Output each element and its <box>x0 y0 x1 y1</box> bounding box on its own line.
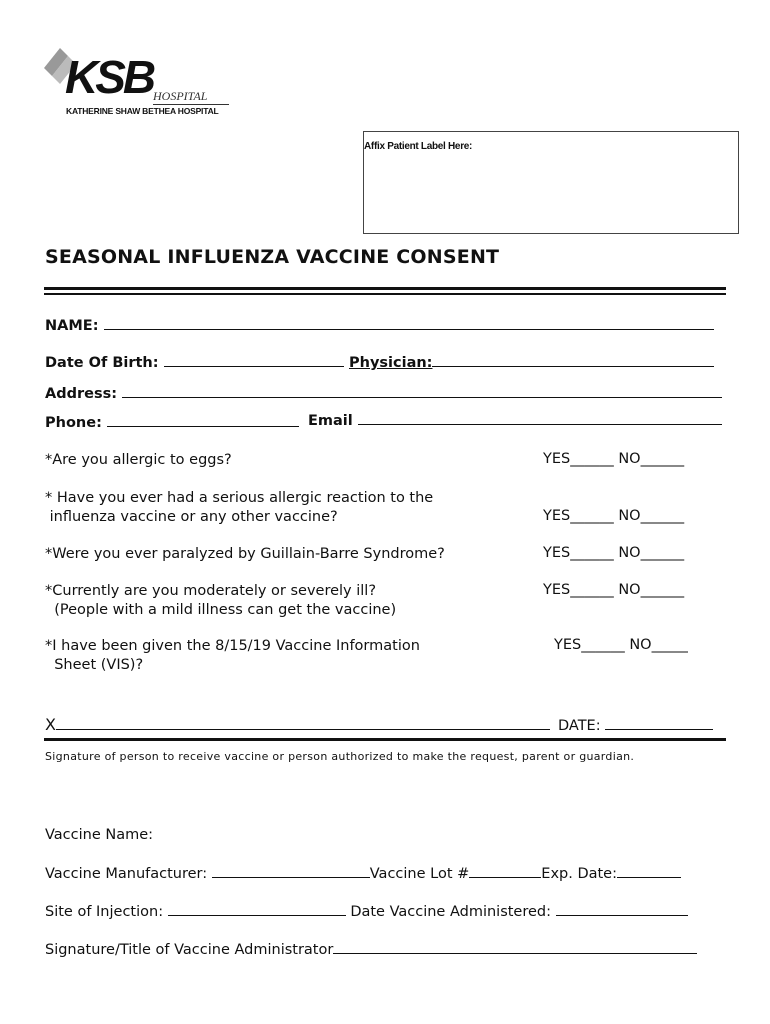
dob-label: Date Of Birth: <box>45 355 159 371</box>
phone-input-line[interactable] <box>107 414 299 427</box>
answer-vis[interactable]: YES______ NO_____ <box>554 637 688 653</box>
date-admin-input-line[interactable] <box>556 903 688 916</box>
admin-signature-label: Signature/Title of Vaccine Administrator <box>45 942 334 958</box>
answer-eggs[interactable]: YES______ NO______ <box>543 451 685 467</box>
admin-signature-input-line[interactable] <box>333 941 697 954</box>
site-input-line[interactable] <box>168 903 346 916</box>
patient-label-box <box>363 131 739 234</box>
patient-label-text: Affix Patient Label Here: <box>364 141 473 152</box>
hospital-logo <box>40 44 240 120</box>
date-label: DATE: <box>558 718 601 734</box>
signature-input-line[interactable] <box>56 715 550 730</box>
question-eggs <box>45 451 232 470</box>
question-text: *Are you allergic to eggs? <box>45 452 232 468</box>
phone-field-row <box>45 414 299 431</box>
email-label: Email <box>308 413 353 429</box>
answer-ill[interactable]: YES______ NO______ <box>543 582 685 598</box>
signature-rule <box>44 738 726 741</box>
name-field-row <box>45 317 714 334</box>
date-row <box>558 717 713 734</box>
email-field-row <box>308 412 722 429</box>
question-vis <box>45 637 420 675</box>
site-row <box>45 903 688 920</box>
answer-guillain-barre[interactable]: YES______ NO______ <box>543 545 685 561</box>
phone-label: Phone: <box>45 415 102 431</box>
physician-field-row <box>349 354 714 371</box>
question-text: *Currently are you moderately or severely ill? <box>45 583 377 599</box>
email-input-line[interactable] <box>358 412 722 425</box>
address-field-row <box>45 385 722 402</box>
date-input-line[interactable] <box>605 717 713 730</box>
name-input-line[interactable] <box>104 317 714 330</box>
date-admin-label: Date Vaccine Administered: <box>350 904 552 920</box>
vaccine-name-label: Vaccine Name: <box>45 827 154 843</box>
manufacturer-label: Vaccine Manufacturer: <box>45 866 208 882</box>
logo-text: KSB <box>65 51 154 103</box>
title-rule-top <box>44 287 726 290</box>
question-ill <box>45 582 396 620</box>
lot-label: Vaccine Lot # <box>369 866 470 882</box>
page-title: SEASONAL INFLUENZA VACCINE CONSENT <box>45 246 500 268</box>
address-label: Address: <box>45 386 118 402</box>
manufacturer-row <box>45 865 681 882</box>
dob-input-line[interactable] <box>164 354 344 367</box>
exp-input-line[interactable] <box>617 865 681 878</box>
logo-hospital: HOSPITAL <box>153 89 229 105</box>
physician-label: Physician: <box>349 355 433 371</box>
question-text-cont: (People with a mild illness can get the vaccine) <box>45 602 397 618</box>
name-label: NAME: <box>45 318 99 334</box>
answer-allergic-reaction[interactable]: YES______ NO______ <box>543 508 685 524</box>
site-label: Site of Injection: <box>45 904 164 920</box>
physician-input-line[interactable] <box>432 354 714 367</box>
question-text: *I have been given the 8/15/19 Vaccine Information <box>45 638 420 654</box>
signature-mark: X <box>45 715 56 734</box>
question-allergic-reaction <box>45 489 433 527</box>
signature-caption: Signature of person to receive vaccine or person authorized to make the request, parent or guardian. <box>45 750 635 763</box>
question-text-cont: Sheet (VIS)? <box>45 657 144 673</box>
question-text: * Have you ever had a serious allergic reaction to the <box>45 490 434 506</box>
admin-signature-row <box>45 941 697 958</box>
address-input-line[interactable] <box>122 385 722 398</box>
dob-field-row <box>45 354 344 371</box>
logo-subtitle: KATHERINE SHAW BETHEA HOSPITAL <box>66 106 219 116</box>
manufacturer-input-line[interactable] <box>212 865 370 878</box>
question-text: *Were you ever paralyzed by Guillain-Barre Syndrome? <box>45 546 445 562</box>
signature-row <box>45 715 550 734</box>
lot-input-line[interactable] <box>469 865 541 878</box>
question-guillain-barre <box>45 545 445 564</box>
exp-label: Exp. Date: <box>541 866 617 882</box>
question-text-cont: influenza vaccine or any other vaccine? <box>45 509 338 525</box>
title-rule-bottom <box>44 293 726 295</box>
